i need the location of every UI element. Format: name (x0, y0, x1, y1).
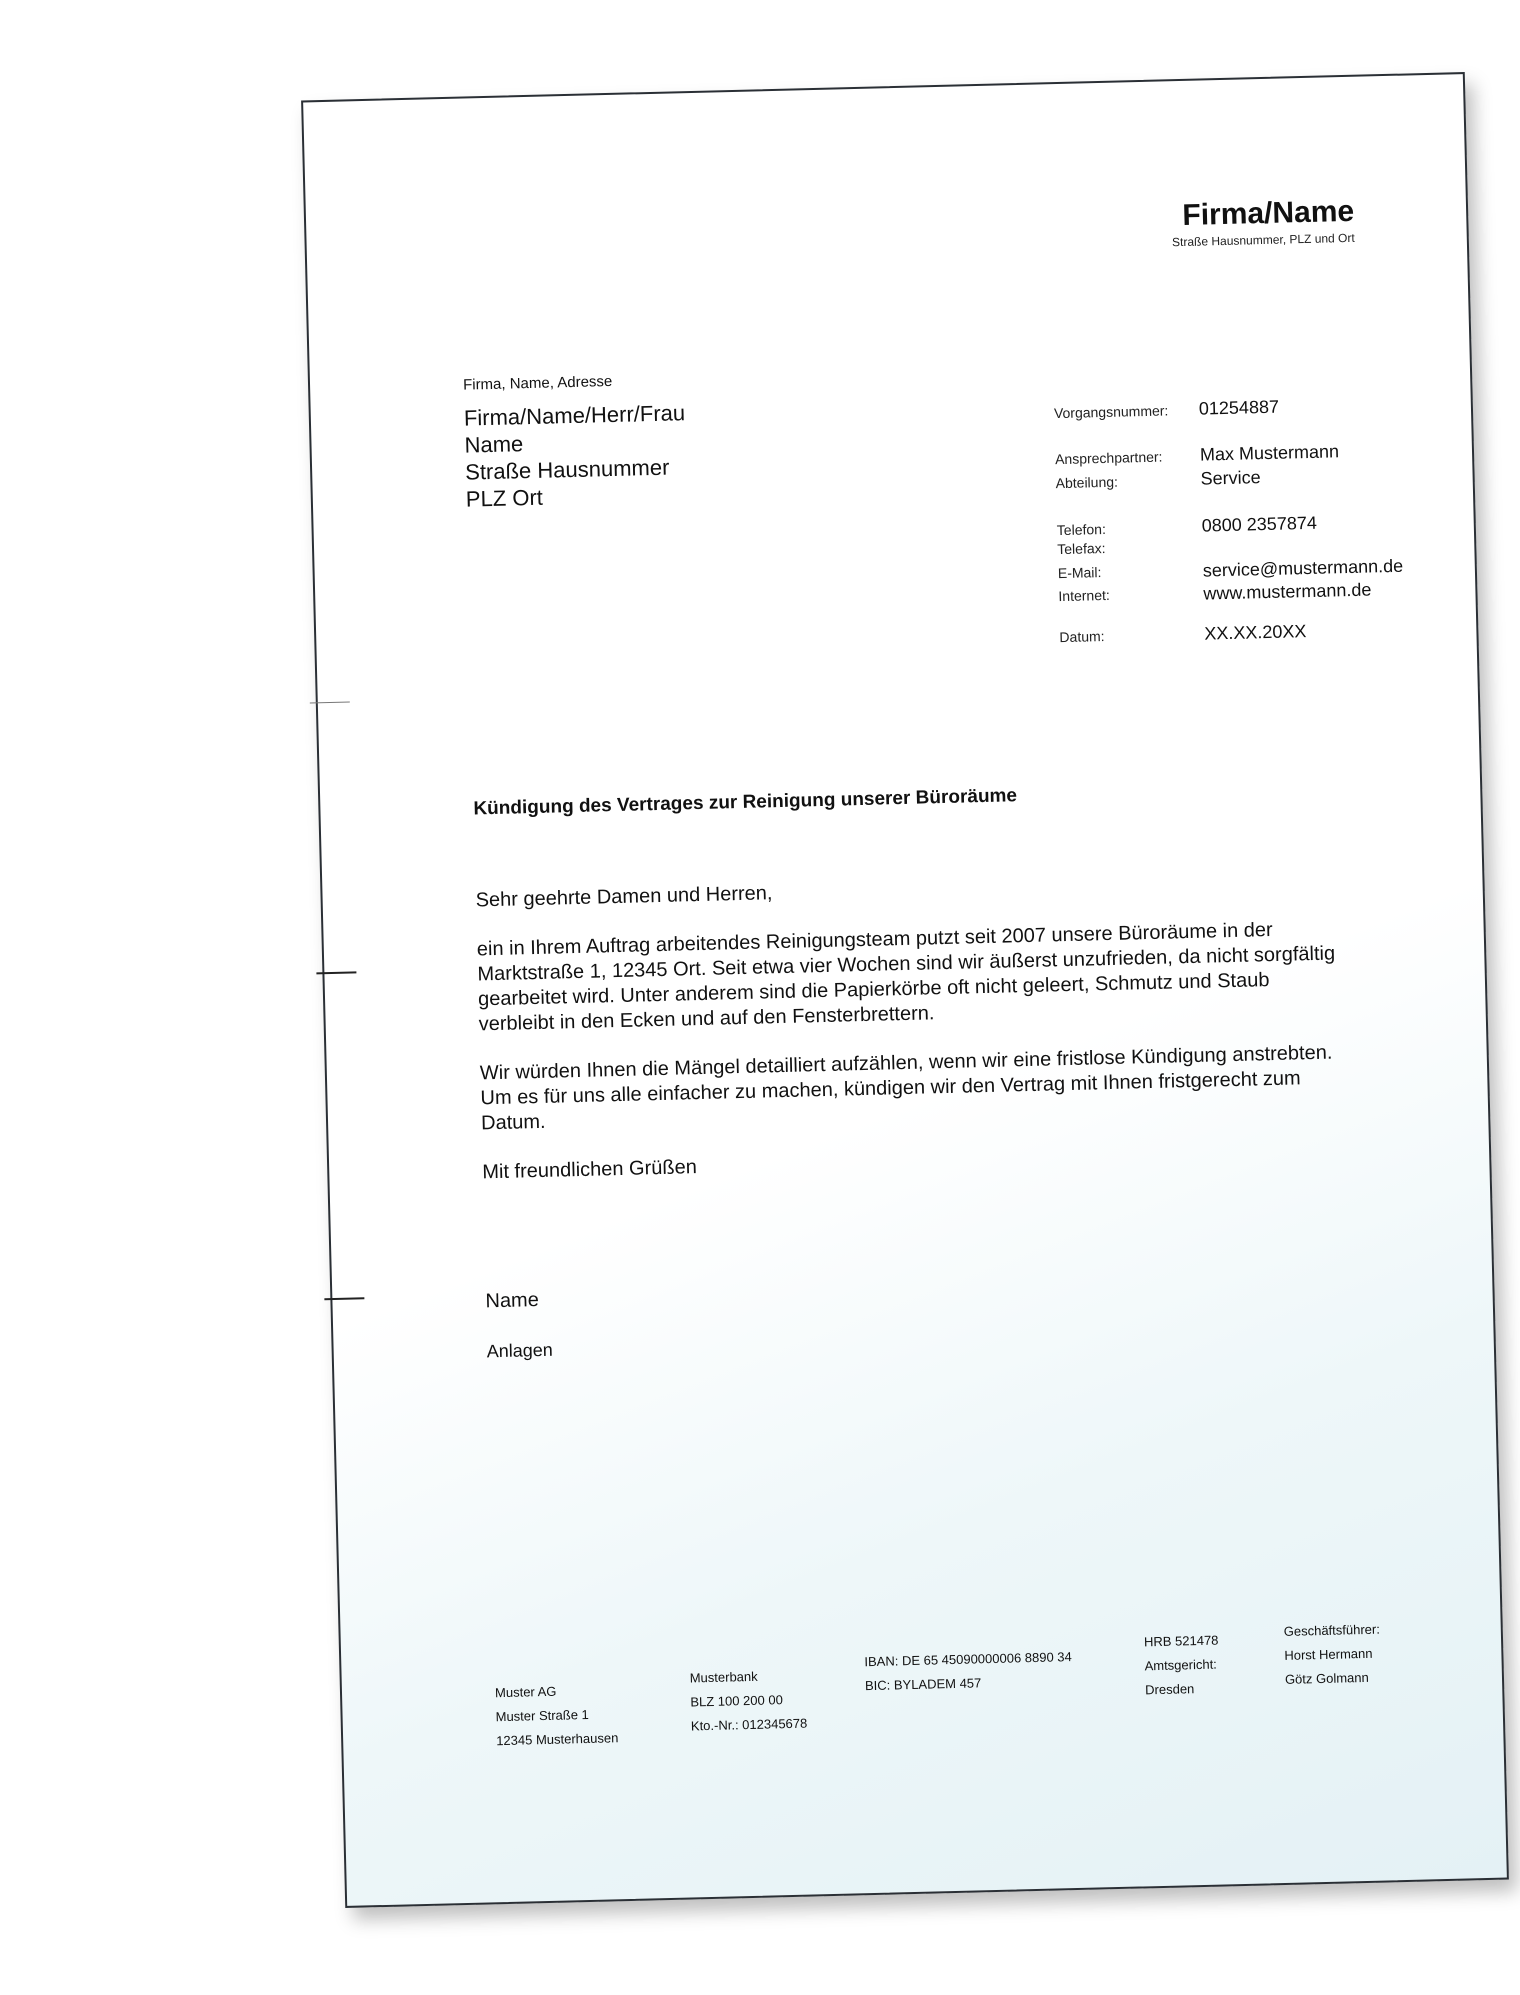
info-row-vorgang (1054, 396, 1434, 427)
footer-line: Horst Hermann (1284, 1645, 1373, 1663)
recipient-line: Firma/Name/Herr/Frau (463, 400, 686, 431)
footer-bank (689, 1664, 807, 1739)
punch-mark (316, 971, 356, 974)
footer-line: Götz Golmann (1284, 1669, 1369, 1687)
footer-line: BLZ 100 200 00 (690, 1692, 784, 1710)
recipient-line: Name (464, 431, 524, 458)
info-label: Abteilung: (1055, 473, 1119, 492)
body-paragraph: ein in Ihrem Auftrag arbeitendes Reinigungsteam putzt seit 2007 unsere Büroräume in der Marktstraße 1, 12345 Ort. Seit etwa vier Wochen sind wir äußerst unzufrieden, da nicht sorgfältig gearbeitet wird. Unter anderem sind die Papierkörbe oft nicht geleert, Schmutz und Staub verbleibt in den Ecken und auf den Fensterbrettern. (476, 919, 1336, 1036)
company-name: Firma/Name (1182, 194, 1355, 232)
letter-body (475, 867, 1343, 1209)
info-label: Vorgangsnummer: (1053, 402, 1169, 422)
letter-page (301, 72, 1509, 1908)
info-label: Ansprechpartner: (1054, 448, 1163, 468)
footer-iban (864, 1645, 1073, 1698)
info-label: E-Mail: (1057, 564, 1102, 582)
fold-mark (310, 701, 350, 703)
footer-line: Muster Straße 1 (495, 1706, 589, 1725)
letterhead (1171, 195, 1355, 249)
info-label: Telefax: (1057, 539, 1106, 558)
sender-line: Firma, Name, Adresse (462, 372, 613, 394)
signature-name: Name (485, 1289, 540, 1313)
recipient-line: Straße Hausnummer (464, 454, 670, 485)
info-label: Internet: (1058, 586, 1110, 605)
footer-line: HRB 521478 (1143, 1632, 1219, 1650)
info-value: 0800 2357874 (1201, 512, 1318, 536)
info-row-datum (1059, 620, 1439, 651)
info-value: XX.XX.20XX (1204, 621, 1307, 644)
footer-line: Muster AG (494, 1683, 557, 1701)
footer-line: Kto.-Nr.: 012345678 (690, 1715, 808, 1734)
info-value: Max Mustermann (1199, 441, 1340, 465)
footer-line: BIC: BYLADEM 457 (864, 1675, 982, 1694)
salutation: Sehr geehrte Damen und Herren, (475, 882, 773, 912)
footer-line: 12345 Musterhausen (496, 1730, 619, 1749)
info-label: Datum: (1059, 628, 1105, 646)
footer-line: Geschäftsführer: (1283, 1621, 1381, 1639)
attachments-label: Anlagen (486, 1339, 553, 1362)
fold-mark (324, 1297, 364, 1300)
company-address: Straße Hausnummer, PLZ und Ort (1171, 230, 1355, 250)
footer-line: IBAN: DE 65 45090000006 8890 34 (864, 1649, 1072, 1670)
info-value: 01254887 (1198, 396, 1280, 419)
info-value: www.mustermann.de (1203, 579, 1372, 604)
info-label: Telefon: (1056, 520, 1107, 539)
body-paragraph: Wir würden Ihnen die Mängel detailliert aufzählen, wenn wir eine fristlose Kündigung anstrebten. Um es für uns alle einfacher zu machen, kündigen wir den Vertrag mit Ihnen fristgerecht zum Datum. (479, 1041, 1333, 1135)
recipient-line: PLZ Ort (465, 484, 544, 512)
footer-line: Musterbank (689, 1668, 758, 1686)
footer-line: Amtsgericht: (1144, 1656, 1217, 1674)
info-value: service@mustermann.de (1202, 555, 1404, 581)
info-value: Service (1200, 467, 1261, 489)
footer-line: Dresden (1144, 1681, 1195, 1698)
recipient-address (464, 399, 688, 512)
footer-company (495, 1678, 619, 1753)
letter-subject: Kündigung des Vertrages zur Reinigung unserer Büroräume (473, 785, 1018, 820)
footer-register (1144, 1629, 1220, 1703)
closing: Mit freundlichen Grüßen (482, 1156, 698, 1184)
footer-management (1284, 1618, 1382, 1692)
